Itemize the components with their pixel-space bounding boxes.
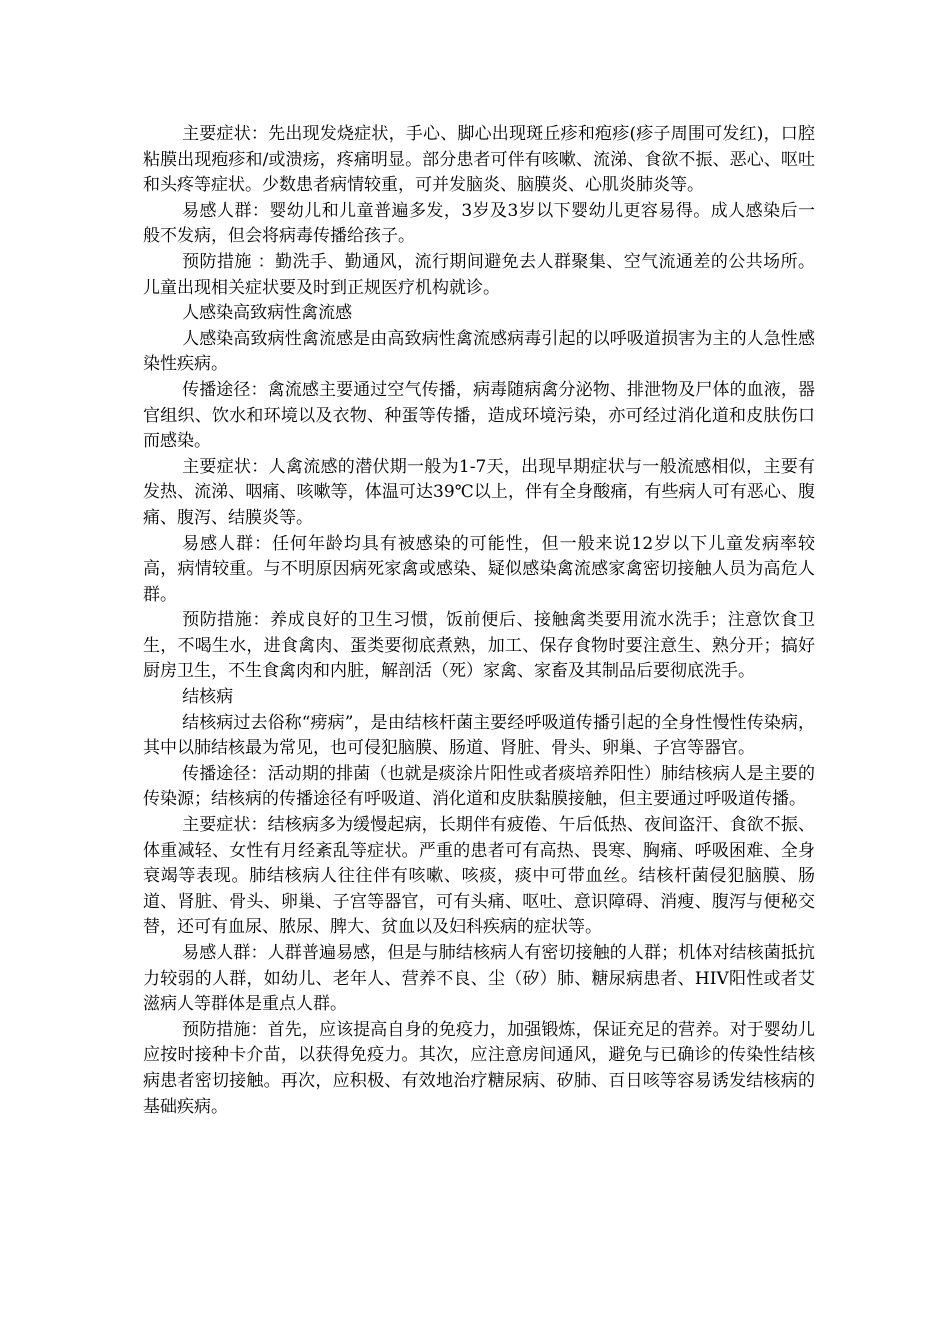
paragraph-avian-flu-prevention: 预防措施：养成良好的卫生习惯，饭前便后、接触禽类要用流水洗手；注意饮食卫生，不喝生水，进食禽肉、蛋类要彻底煮熟，加工、保存食物时要注意生、熟分开；搞好厨房卫生，不生食禽肉和内脏，解剖活（死）家禽、家畜及其制品后要彻底洗手。 xyxy=(143,610,815,682)
paragraph-tb-intro: 结核病过去俗称“痨病”，是由结核杆菌主要经呼吸道传播引起的全身性慢性传染病，其中以肺结核最为常见，也可侵犯脑膜、肠道、肾脏、骨头、卵巢、子宫等器官。 xyxy=(143,712,815,759)
section-heading-avian-flu: 人感染高致病性禽流感 xyxy=(182,303,353,324)
paragraph-avian-flu-intro: 人感染高致病性禽流感是由高致病性禽流感病毒引起的以呼吸道损害为主的人急性感染性疾病。 xyxy=(143,328,815,375)
paragraph-tb-susceptible: 易感人群：人群普遍易感，但是与肺结核病人有密切接触的人群；机体对结核菌抵抗力较弱的人群，如幼儿、老年人、营养不良、尘（矽）肺、糖尿病患者、HIV阳性或者艾滋病人等群体是重点人群。 xyxy=(143,943,815,1015)
paragraph-avian-flu-transmission: 传播途径：禽流感主要通过空气传播，病毒随病禽分泌物、排泄物及尸体的血液，器官组织、饮水和环境以及衣物、种蛋等传播，造成环境污染，亦可经过消化道和皮肤伤口而感染。 xyxy=(143,379,815,452)
document-body xyxy=(143,122,815,1120)
paragraph-hfmd-susceptible: 易感人群：婴幼儿和儿童普遍多发，3岁及3岁以下婴幼儿更容易得。成人感染后一般不发病，但会将病毒传播给孩子。 xyxy=(143,200,815,247)
paragraph-hfmd-symptoms: 主要症状：先出现发烧症状，手心、脚心出现斑丘疹和疱疹(疹子周围可发红)，口腔粘膜出现疱疹和/或溃疡，疼痛明显。部分患者可伴有咳嗽、流涕、食欲不振、恶心、呕吐和头疼等症状。少数患者病情较重，可并发脑炎、脑膜炎、心肌炎肺炎等。 xyxy=(143,124,815,196)
paragraph-tb-prevention: 预防措施：首先，应该提高自身的免疫力，加强锻炼，保证充足的营养。对于婴幼儿应按时接种卡介苗，以获得免疫力。其次，应注意房间通风，避免与已确诊的传染性结核病患者密切接触。再次，应积极、有效地治疗糖尿病、矽肺、百日咳等容易诱发结核病的基础疾病。 xyxy=(143,1019,815,1117)
paragraph-tb-transmission: 传播途径：活动期的排菌（也就是痰涂片阳性或者痰培养阳性）肺结核病人是主要的传染源；结核病的传播途径有呼吸道、消化道和皮肤黏膜接触，但主要通过呼吸道传播。 xyxy=(143,763,815,810)
section-heading-tuberculosis: 结核病 xyxy=(182,687,234,708)
paragraph-avian-flu-susceptible: 易感人群：任何年龄均具有被感染的可能性，但一般来说12岁以下儿童发病率较高，病情较重。与不明原因病死家禽或感染、疑似感染禽流感家禽密切接触人员为高危人群。 xyxy=(143,533,815,605)
paragraph-avian-flu-symptoms: 主要症状：人禽流感的潜伏期一般为1-7天，出现早期症状与一般流感相似，主要有发热、流涕、咽痛、咳嗽等，体温可达39℃以上，伴有全身酸痛，有些病人可有恶心、腹痛、腹泻、结膜炎等。 xyxy=(143,456,815,528)
paragraph-tb-symptoms: 主要症状：结核病多为缓慢起病，长期伴有疲倦、午后低热、夜间盗汗、食欲不振、体重减轻、女性有月经紊乱等症状。严重的患者可有高热、畏寒、胸痛、呼吸困难、全身衰竭等表现。肺结核病人往往伴有咳嗽、咳痰，痰中可带血丝。结核杆菌侵犯脑膜、肠道、肾脏、骨头、卵巢、子宫等器官，可有头痛、呕吐、意识障碍、消瘦、腹泻与便秘交替，还可有血尿、脓尿、脾大、贫血以及妇科疾病的症状等。 xyxy=(143,815,815,938)
paragraph-hfmd-prevention: 预防措施 ：勤洗手、勤通风，流行期间避免去人群聚集、空气流通差的公共场所。儿童出现相关症状要及时到正规医疗机构就诊。 xyxy=(143,251,815,298)
